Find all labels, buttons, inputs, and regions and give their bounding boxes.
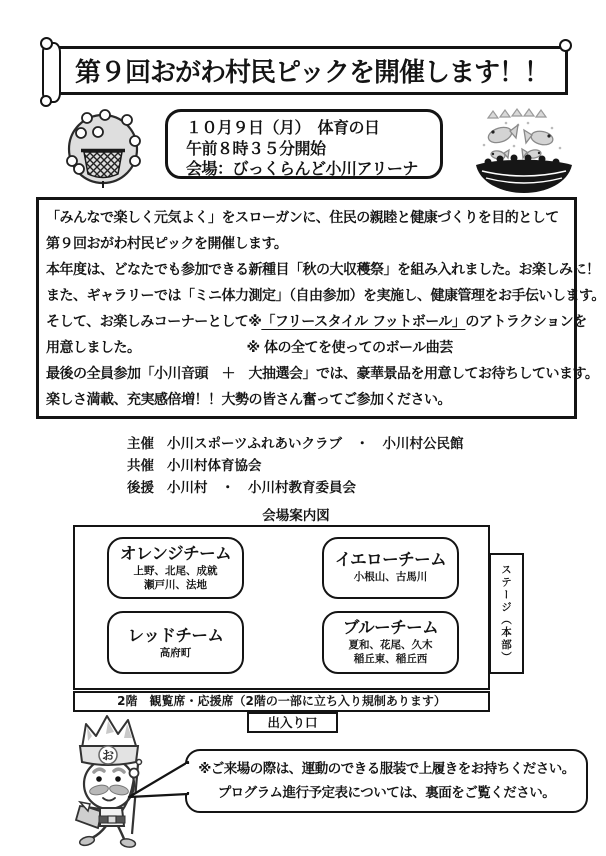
team-yellow-members-1: 小根山、古馬川 (353, 571, 428, 583)
intro-line-5 (46, 309, 587, 335)
intro-line-3: 本年度は、どなたでも参加できる新種目「秋の大収穫祭」を組み入れました。お楽しみに！ (46, 262, 600, 278)
intro-line-6 (46, 335, 567, 361)
entrance-box: 出入り口 (247, 712, 338, 733)
title-banner (56, 46, 568, 95)
credit-row-cosponsor (127, 455, 463, 477)
cosponsor-value: 小川村体育協会 (167, 458, 262, 474)
organizer-label: 主催 (127, 436, 154, 452)
intro-line-1: 「みんなで楽しく元気よく」をスローガンに、住民の親睦と健康づくりを目的として (46, 210, 559, 226)
team-box-orange (107, 537, 244, 599)
intro-line-5-pre: そして、お楽しみコーナーとして※ (46, 314, 262, 330)
cosponsor-label: 共催 (127, 458, 154, 474)
team-blue-members-2: 稲丘東、稲丘西 (353, 653, 428, 665)
notice-bubble (185, 749, 588, 813)
venue-map-title: 会場案内図 (262, 508, 330, 524)
support-value: 小川村 ・ 小川村教育委員会 (167, 480, 356, 496)
harvest-fish-illustration (470, 103, 578, 198)
team-box-blue (322, 611, 459, 674)
support-label: 後援 (127, 480, 154, 496)
event-venue: 会場：びっくらんど小川アリーナ (186, 159, 418, 178)
event-start-time: 午前８時３５分開始 (186, 138, 326, 158)
scroll-curl-top-right-icon (559, 39, 572, 52)
intro-line-7: 最後の全員参加「小川音頭 ＋ 大抽選会」では、豪華景品を用意してお待ちしています。 (46, 366, 599, 382)
page-title: 第９回おがわ村民ピックを開催します！！ (75, 58, 549, 88)
credit-row-organizer (127, 433, 463, 455)
scroll-roll-left-icon (42, 42, 61, 103)
team-orange-name: オレンジチーム (119, 544, 232, 563)
team-orange-members-1: 上野、北尾、成就 (133, 565, 218, 577)
stage-box (489, 553, 524, 674)
team-orange-members-2: 瀬戸川、法地 (144, 579, 207, 591)
notice-line-1: ※ご来場の際は、運動のできる服装で上履きをお持ちください。 (198, 761, 575, 777)
stage-label: ステージ（本部） (500, 563, 512, 664)
gallery-seating-bar: 2階 観覧席・応援席（2階の一部に立ち入り規制あります） (73, 691, 490, 712)
intro-line-8: 楽しさ満載、充実感倍増！！大勢の皆さん奮ってご参加ください。 (46, 392, 451, 408)
team-yellow-name: イエローチーム (334, 550, 447, 569)
credits (127, 433, 463, 499)
intro-line-2: 第９回おがわ村民ピックを開催します。 (46, 236, 288, 252)
event-date: １０月９日（月） 体育の日 (186, 118, 380, 137)
team-box-yellow (322, 537, 459, 599)
notice-line-2: プログラム進行予定表については、裏面をご覧ください。 (217, 785, 556, 801)
mascot-hat-character: お (101, 748, 115, 763)
ball-toss-basket-illustration (55, 104, 150, 196)
team-red-members-1: 高府町 (159, 647, 192, 659)
intro-line-6-left: 用意しました。 (46, 340, 141, 356)
intro-line-5-post: のアトラクションを (465, 314, 587, 330)
credit-row-support (127, 477, 463, 499)
team-blue-name: ブルーチーム (342, 618, 439, 637)
team-red-name: レッドチーム (127, 626, 224, 645)
team-blue-members-1: 夏和、花尾、久木 (348, 639, 433, 651)
organizer-value: 小川スポーツふれあいクラブ ・ 小川村公民館 (167, 436, 464, 452)
intro-text-box (36, 197, 605, 419)
intro-line-4: また、ギャラリーでは「ミニ体力測定」（自由参加）を実施し、健康管理をお手伝いします。 (46, 288, 605, 304)
speech-bubble-tail (126, 757, 190, 805)
freestyle-football-underlined: 「フリースタイル フットボール」 (261, 314, 466, 330)
event-info-box (165, 109, 443, 179)
freestyle-footnote: ※ 体の全てを使ってのボール曲芸 (246, 340, 453, 356)
team-box-red (107, 611, 244, 674)
